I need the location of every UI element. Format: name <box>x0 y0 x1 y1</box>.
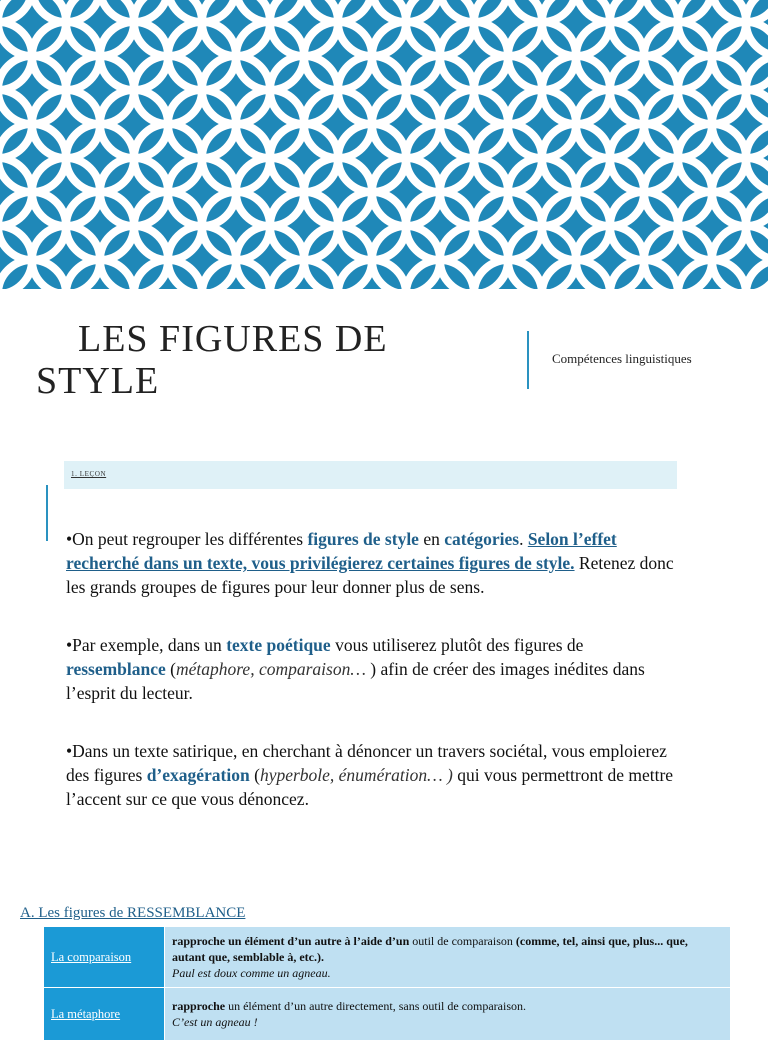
description-text: un élément d’un autre directement, sans outil de comparaison. <box>225 999 527 1013</box>
description-bold: rapproche <box>172 999 226 1013</box>
description-text: outil de comparaison <box>409 934 516 948</box>
paragraph-3 <box>66 739 682 811</box>
keyword-exageration: d’exagération <box>146 765 250 785</box>
examples-exageration: hyperbole, énumération… ) <box>259 765 453 785</box>
decorative-banner <box>0 0 768 289</box>
paragraph-1-text: •On peut regrouper les différentes <box>66 529 308 549</box>
paragraph-2-text: •Par exemple, dans un <box>66 635 227 655</box>
figure-description <box>165 927 731 988</box>
subtitle: Compétences linguistiques <box>552 351 692 366</box>
figure-description <box>165 988 731 1041</box>
page-title <box>36 318 388 402</box>
highlight-selon-effet: Selon l’effet recherché dans un texte, vous privilégierez certaines figures de style. <box>66 529 617 573</box>
paragraph-3-text: ( <box>249 765 260 785</box>
keyword-texte-poetique: texte poétique <box>226 635 331 655</box>
paragraph-2-text: ( <box>165 659 176 679</box>
figure-name-metaphore[interactable]: La métaphore <box>44 988 165 1041</box>
examples-ressemblance: métaphore, comparaison… <box>176 659 366 679</box>
paragraph-2-text: ) afin de créer des images inédites dans l’esprit du lecteur. <box>66 659 645 703</box>
paragraph-3-text: qui vous permettront de mettre l’accent sur ce que vous dénoncez. <box>66 765 674 809</box>
figure-example: Paul est doux comme un agneau. <box>172 966 331 980</box>
accent-line <box>46 485 48 541</box>
keyword-ressemblance: ressemblance <box>66 659 166 679</box>
paragraph-1 <box>66 527 682 599</box>
table-row <box>44 927 731 988</box>
description-bold: (comme, tel, ainsi que, plus... que, autant que, semblable à, etc.). <box>172 934 688 964</box>
paragraph-3-text: •Dans un texte satirique, en cherchant à dénoncer un travers sociétal, vous emploierez des figures <box>66 741 667 785</box>
paragraph-2 <box>66 633 682 705</box>
table-row <box>44 988 731 1041</box>
paragraph-2-text: vous utiliserez plutôt des figures de <box>330 635 584 655</box>
keyword-figures-de-style: figures de style <box>307 529 419 549</box>
lesson-bar <box>64 461 677 489</box>
paragraph-1-text: en <box>418 529 445 549</box>
paragraph-1-text: Retenez donc les grands groupes de figures pour leur donner plus de sens. <box>66 553 674 597</box>
description-bold: rapproche un élément d’un autre à l’aide d’un <box>172 934 410 948</box>
interlocking-circles-pattern-icon <box>0 0 768 289</box>
title-divider <box>527 331 529 389</box>
page-title-line1: LES FIGURES DE <box>78 318 388 360</box>
paragraph-1-text: . <box>519 529 528 549</box>
page-title-line2: STYLE <box>36 360 160 402</box>
keyword-categories: catégories <box>444 529 520 549</box>
section-heading-ressemblance[interactable]: A. Les figures de RESSEMBLANCE <box>20 905 246 921</box>
figure-example: C’est un agneau ! <box>172 1015 258 1029</box>
figure-name-comparaison[interactable]: La comparaison <box>44 927 165 988</box>
lesson-link[interactable]: 1. LEÇON <box>71 470 107 478</box>
lesson-body <box>66 527 682 845</box>
